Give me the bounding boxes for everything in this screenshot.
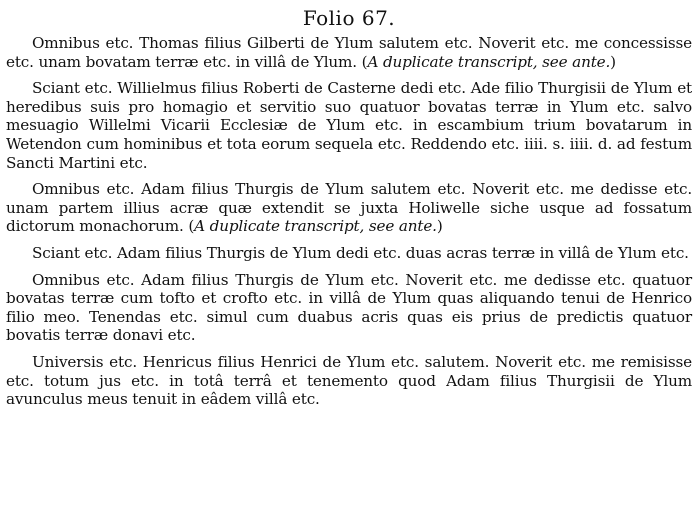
paragraph-text: Omnibus etc. Adam filius Thurgis de Ylum etc. Noverit etc. me dedisse etc. quatuor bovatas terræ cum tofto et crofto etc. in villâ de Ylum quas aliquando tenui de Henrico filio meo. Tenendas etc. simul cum duabus acris quas eis prius de predictis quatuor bovatis terræ donavi etc. <box>6 270 692 345</box>
paragraph-text: Omnibus etc. Thomas filius Gilberti de Ylum salutem etc. Noverit etc. me concessisse etc. unam bovatam terræ etc. in villâ de Ylum. ( <box>6 34 692 71</box>
charter-paragraph-2 <box>6 79 692 172</box>
charter-paragraph-5 <box>6 271 692 345</box>
paragraph-note: A duplicate transcript, see ante. <box>194 217 437 236</box>
paragraph-closing: ) <box>436 217 443 236</box>
paragraph-note: A duplicate transcript, see ante. <box>367 52 611 71</box>
paragraph-text: Omnibus etc. Adam filius Thurgis de Ylum salutem etc. Noverit etc. me dedisse etc. unam partem illius acræ quæ extendit se juxta Holiwelle siche usque ad fossatum dictorum monachorum. ( <box>6 180 692 236</box>
paragraph-text: Sciant etc. Adam filius Thurgis de Ylum dedi etc. duas acras terræ in villâ de Ylum etc. <box>32 243 689 262</box>
charter-paragraph-1 <box>6 34 692 71</box>
paragraph-closing: ) <box>610 52 616 71</box>
paragraph-text: Universis etc. Henricus filius Henrici de Ylum etc. salutem. Noverit etc. me remisisse etc. totum jus etc. in totâ terrâ et tenemento quod Adam filius Thurgisii de Ylum avunculus meus tenuit in eâdem villâ etc. <box>6 352 692 409</box>
paragraph-text: Sciant etc. Willielmus filius Roberti de Casterne dedi etc. Ade filio Thurgisii de Ylum et heredibus suis pro homagio et servitio suo quatuor bovatas terræ in Ylum etc. salvo mesuagio Willelmi Vicarii Ecclesiæ de Ylum etc. in escambium trium bovatarum in Wetendon cum hominibus et tota eorum sequela etc. Reddendo etc. iiii. s. iiii. d. ad festum Sancti Martini etc. <box>6 79 692 172</box>
charter-paragraph-6 <box>6 353 692 409</box>
charter-paragraph-3 <box>6 180 692 236</box>
charter-paragraph-4 <box>6 244 692 263</box>
page-heading: Folio 67. <box>302 6 396 30</box>
